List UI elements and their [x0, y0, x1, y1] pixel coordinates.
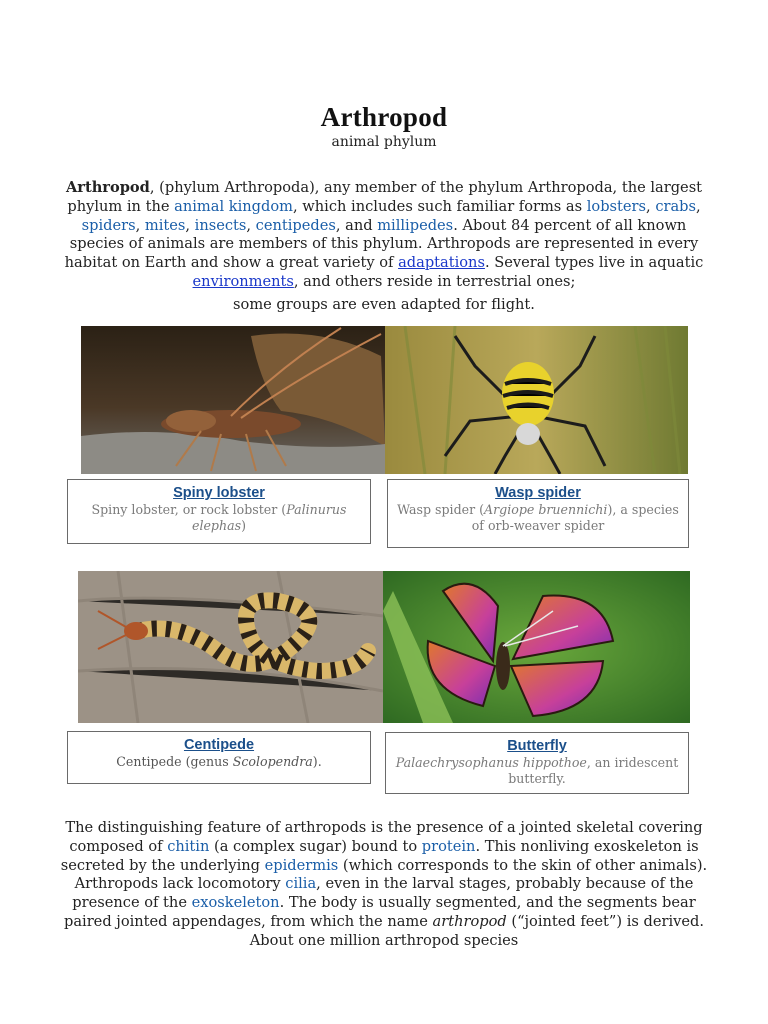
- lead-term: Arthropod: [65, 179, 150, 196]
- link-cilia[interactable]: cilia: [285, 875, 317, 893]
- link-adaptations[interactable]: adaptations: [398, 254, 485, 272]
- link-mites[interactable]: mites: [144, 216, 186, 234]
- link-spiders[interactable]: spiders: [81, 216, 136, 234]
- link-environments[interactable]: environments: [192, 272, 294, 290]
- spiny-lobster-caption: Spiny lobster Spiny lobster, or rock lobster (Palinurus elephas): [67, 479, 371, 544]
- butterfly-link[interactable]: Butterfly: [507, 738, 567, 754]
- link-epidermis[interactable]: epidermis: [264, 856, 339, 874]
- wasp-spider-caption: Wasp spider Wasp spider (Argiope bruennichi), a species of orb-weaver spider: [387, 479, 689, 548]
- spiny-lobster-photo: [81, 326, 385, 474]
- centipede-caption: Centipede Centipede (genus Scolopendra).: [67, 731, 371, 784]
- link-exoskeleton[interactable]: exoskeleton: [191, 894, 280, 912]
- wasp-spider-link[interactable]: Wasp spider: [495, 485, 581, 501]
- centipede-link[interactable]: Centipede: [183, 737, 255, 753]
- spiny-lobster-link[interactable]: Spiny lobster: [173, 485, 265, 501]
- link-lobsters[interactable]: lobsters: [586, 197, 647, 215]
- link-insects[interactable]: insects: [194, 216, 247, 234]
- link-chitin[interactable]: chitin: [167, 837, 210, 855]
- page-subtitle: animal phylum: [331, 134, 437, 150]
- link-protein[interactable]: protein: [421, 837, 476, 855]
- butterfly-photo: [383, 571, 690, 723]
- body-paragraph: The distinguishing feature of arthropods is the presence of a jointed skeletal covering composed of chitin (a complex sugar) bound to protein. This nonliving exoskeleton is secreted by the underlying epidermis (which corresponds to the skin of other animals). Arthropods lack locomotory cilia, even in the larval stages, probably because of the presence of the exoskeleton. The body is usually segmented, and the segments bear paired jointed appendages, from which the name arthropod (“jointed feet”) is derived. About one million arthropod species: [60, 819, 708, 949]
- link-centipedes[interactable]: centipedes: [255, 216, 336, 234]
- butterfly-caption: Butterfly Palaechrysophanus hippothoe, an iridescent butterfly.: [385, 732, 689, 794]
- link-millipedes[interactable]: millipedes: [377, 216, 454, 234]
- wasp-spider-photo: [385, 326, 688, 474]
- centipede-photo: [78, 571, 383, 723]
- intro-paragraph: Arthropod, (phylum Arthropoda), any member of the phylum Arthropoda, the largest phylum in the animal kingdom, which includes such familiar forms as lobsters, crabs, spiders, mites, insects, centipedes, and millipedes. About 84 percent of all known species of animals are members of this phylum. Arthropods are represented in every habitat on Earth and show a great variety of adaptations. Several types live in aquatic environments, and others reside in terrestrial ones; some groups are even adapted for flight.: [64, 179, 704, 313]
- link-crabs[interactable]: crabs: [655, 197, 696, 215]
- link-animal-kingdom[interactable]: animal kingdom: [174, 197, 293, 215]
- page-title: Arthropod: [320, 102, 448, 132]
